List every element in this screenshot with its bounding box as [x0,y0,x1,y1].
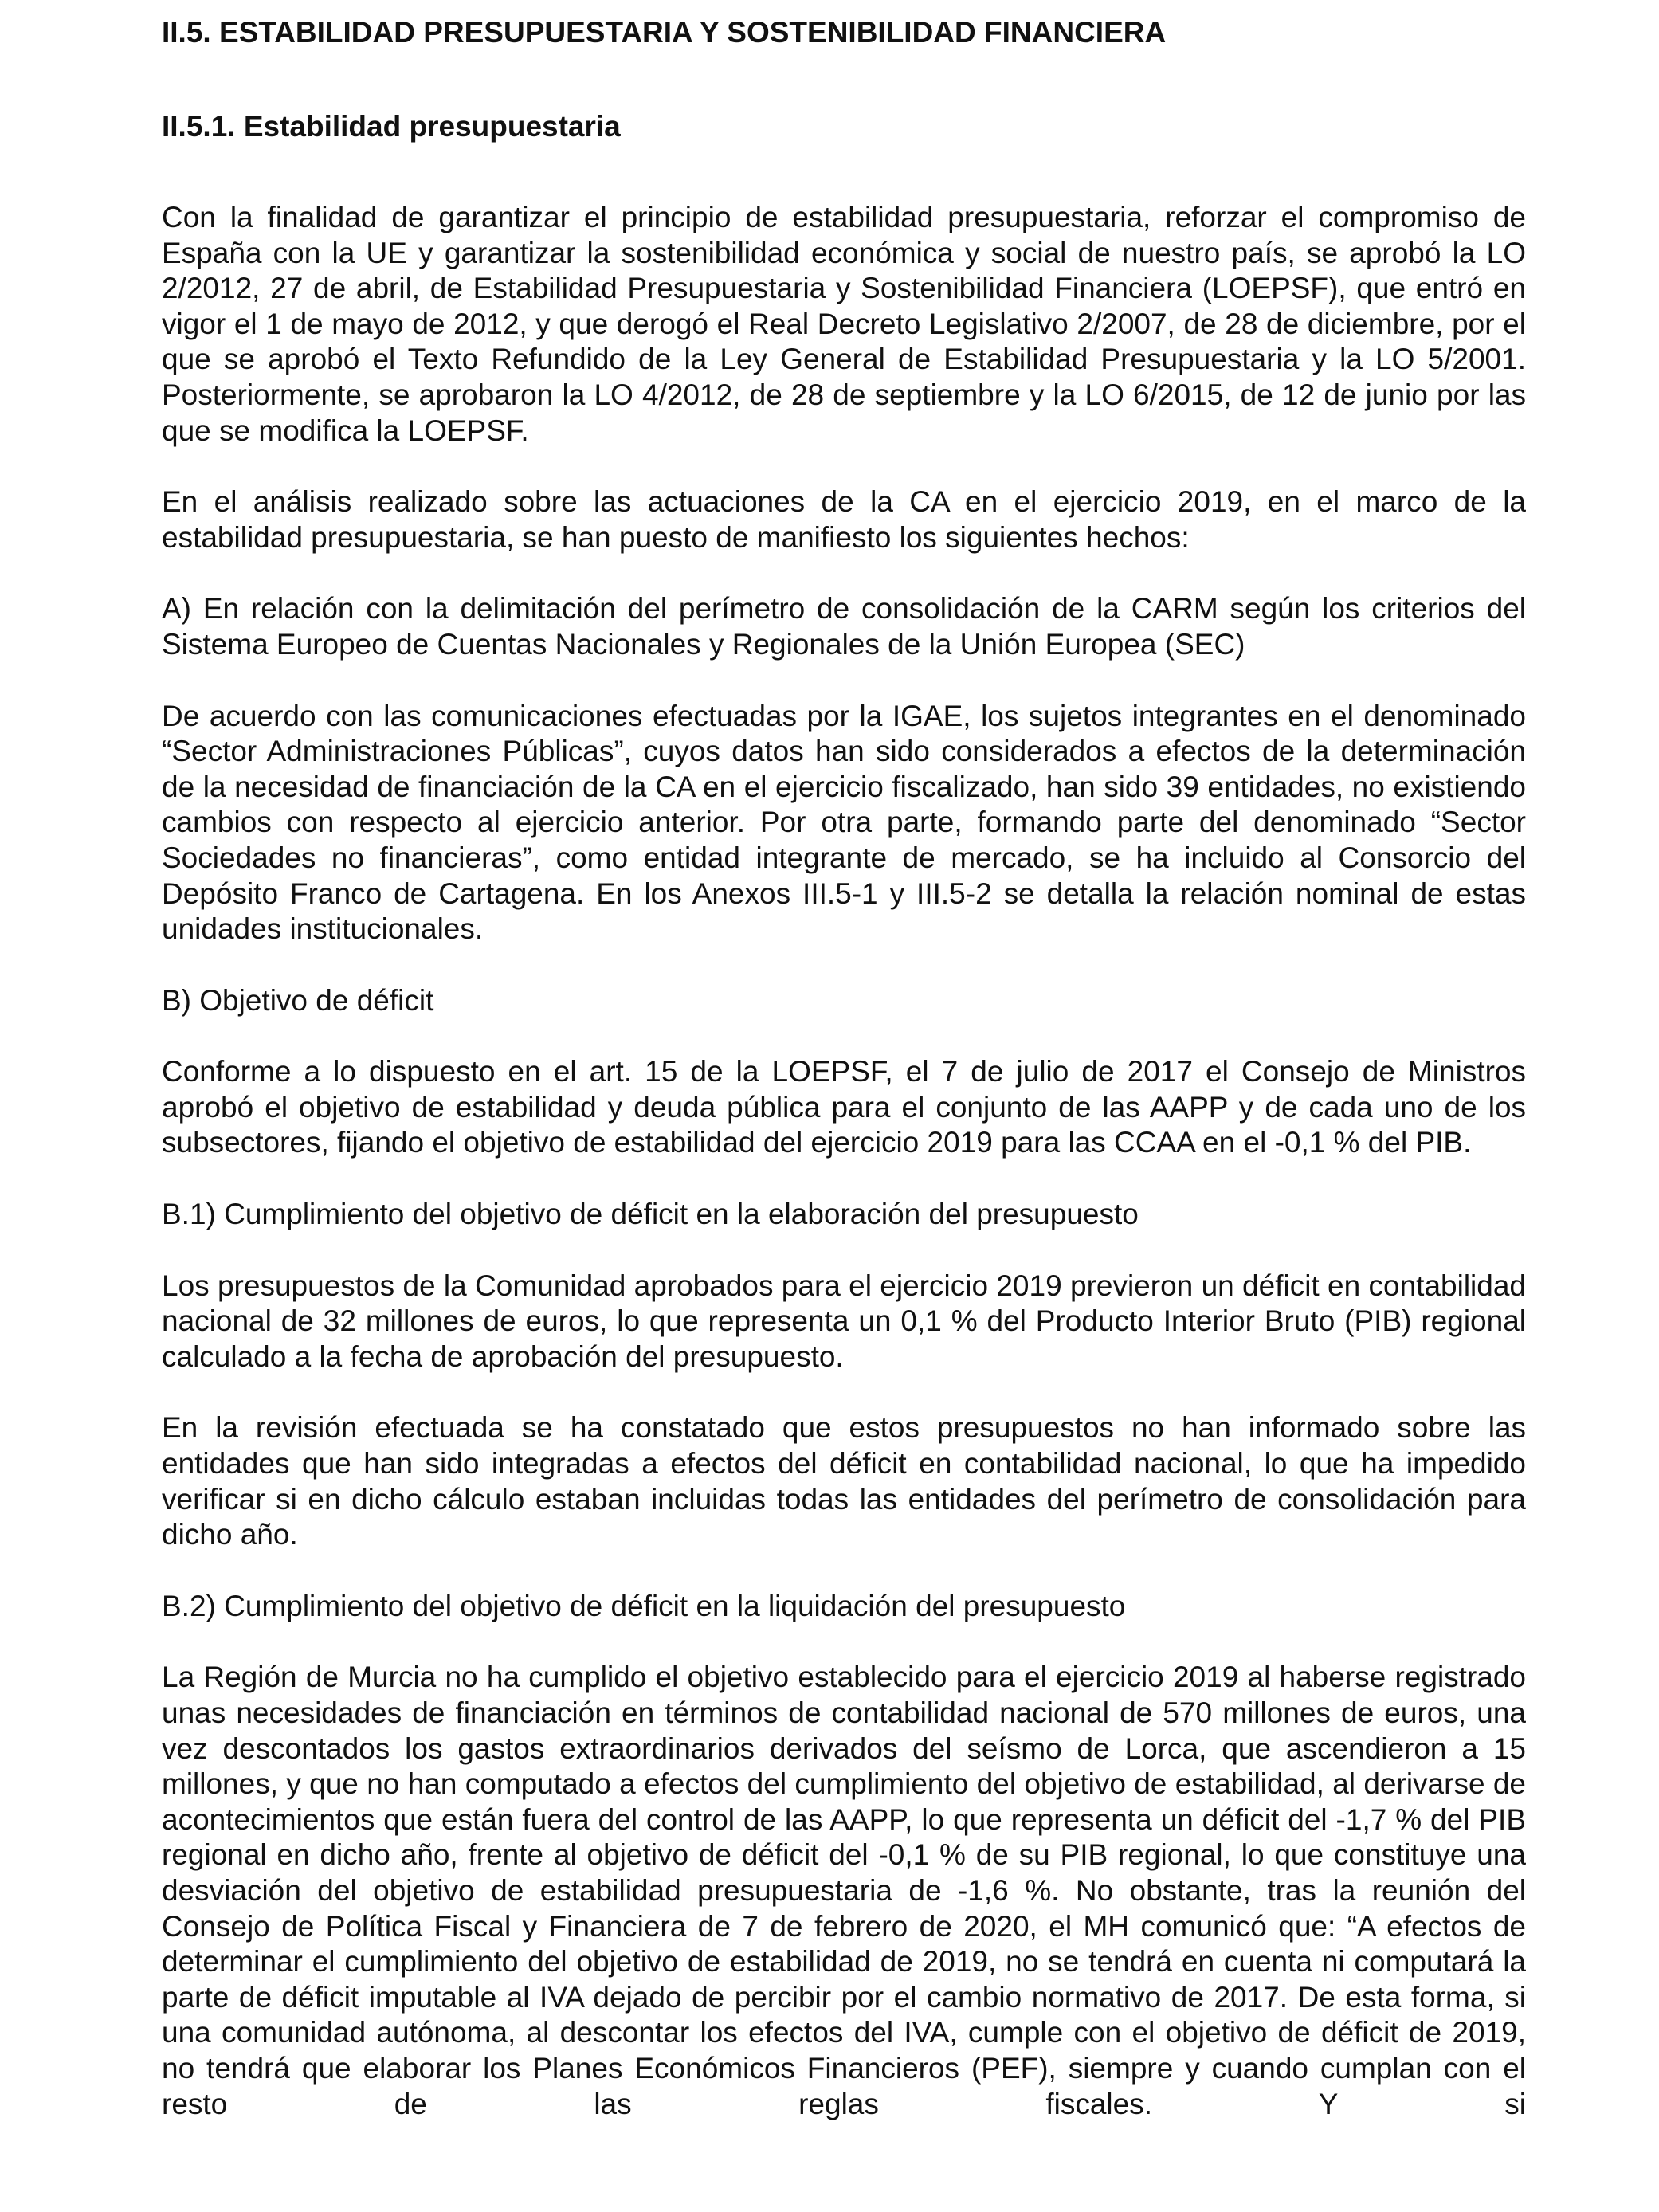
subsection-title: II.5.1. Estabilidad presupuestaria [162,110,621,143]
paragraph-analysis-intro: En el análisis realizado sobre las actuaciones de la CA en el ejercicio 2019, en el marco de la estabilidad presupuestaria, se han puesto de manifiesto los siguientes hechos: [162,485,1526,554]
document-page [162,14,1526,2122]
paragraph-loepsf-intro: Con la finalidad de garantizar el principio de estabilidad presupuestaria, reforzar el compromiso de España con la UE y garantizar la sostenibilidad económica y social de nuestro país, se aprobó la LO 2/2012, 27 de abril, de Estabilidad Presupuestaria y Sostenibilidad Financiera (LOEPSF), que entró en vigor el 1 de mayo de 2012, y que derogó el Real Decreto Legislativo 2/2007, de 28 de diciembre, por el que se aprobó el Texto Refundido de la Ley General de Estabilidad Presupuestaria y la LO 5/2001. Posteriormente, se aprobaron la LO 4/2012, de 28 de septiembre y la LO 6/2015, de 12 de junio por las que se modifica la LOEPSF. [162,201,1526,447]
paragraph-section-a-heading: A) En relación con la delimitación del perímetro de consolidación de la CARM según los criterios del Sistema Europeo de Cuentas Nacionales y Regionales de la Unión Europea (SEC) [162,592,1526,661]
paragraph-budget-deficit: Los presupuestos de la Comunidad aprobados para el ejercicio 2019 previeron un déficit en contabilidad nacional de 32 millones de euros, lo que representa un 0,1 % del Producto Interior Bruto (PIB) regional calculado a la fecha de aprobación del presupuesto. [162,1269,1526,1373]
paragraph-section-b2-heading: B.2) Cumplimiento del objetivo de déficit en la liquidación del presupuesto [162,1589,1126,1622]
paragraph-murcia-compliance: La Región de Murcia no ha cumplido el objetivo establecido para el ejercicio 2019 al haberse registrado unas necesidades de financiación en términos de contabilidad nacional de 570 millones de euros, una vez descontados los gastos extraordinarios derivados del seísmo de Lorca, que ascendieron a 15 millones, y que no han computado a efectos del cumplimiento del objetivo de estabilidad, al derivarse de acontecimientos que están fuera del control de las AAPP, lo que representa un déficit del -1,7 % del PIB regional en dicho año, frente al objetivo de déficit del -0,1 % de su PIB regional, lo que constituye una desviación del objetivo de estabilidad presupuestaria de -1,6 %. No obstante, tras la reunión del Consejo de Política Fiscal y Financiera de 7 de febrero de 2020, el MH comunicó que: “A efectos de determinar el cumplimiento del objetivo de estabilidad de 2019, no se tendrá en cuenta ni computará la parte de déficit imputable al IVA dejado de percibir por el cambio normativo de 2017. De esta forma, si una comunidad autónoma, al descontar los efectos del IVA, cumple con el objetivo de déficit de 2019, no tendrá que elaborar los Planes Económicos Financieros (PEF), siempre y cuando cumplan con el resto de las reglas fiscales. Y si [162,1661,1526,2120]
paragraph-section-b1-heading: B.1) Cumplimiento del objetivo de déficit en la elaboración del presupuesto [162,1198,1139,1231]
paragraph-budget-review: En la revisión efectuada se ha constatado que estos presupuestos no han informado sobre las entidades que han sido integradas a efectos del déficit en contabilidad nacional, lo que ha impedido verificar si en dicho cálculo estaban incluidas todas las entidades del perímetro de consolidación para dicho año. [162,1411,1526,1551]
paragraph-section-b-heading: B) Objetivo de déficit [162,983,434,1017]
paragraph-igae-communications: De acuerdo con las comunicaciones efectuadas por la IGAE, los sujetos integrantes en el denominado “Sector Administraciones Públicas”, cuyos datos han sido considerados a efectos de la determinación de la necesidad de financiación de la CA en el ejercicio fiscalizado, han sido 39 entidades, no existiendo cambios con respecto al ejercicio anterior. Por otra parte, formando parte del denominado “Sector Sociedades no financieras”, como entidad integrante de mercado, se ha incluido al Consorcio del Depósito Franco de Cartagena. En los Anexos III.5-1 y III.5-2 se detalla la relación nominal de estas unidades institucionales. [162,699,1526,946]
paragraph-deficit-objective: Conforme a lo dispuesto en el art. 15 de la LOEPSF, el 7 de julio de 2017 el Consejo de Ministros aprobó el objetivo de estabilidad y deuda pública para el conjunto de las AAPP y de cada uno de los subsectores, fijando el objetivo de estabilidad del ejercicio 2019 para las CCAA en el -0,1 % del PIB. [162,1055,1526,1159]
section-title: II.5. ESTABILIDAD PRESUPUESTARIA Y SOSTENIBILIDAD FINANCIERA [162,16,1167,49]
